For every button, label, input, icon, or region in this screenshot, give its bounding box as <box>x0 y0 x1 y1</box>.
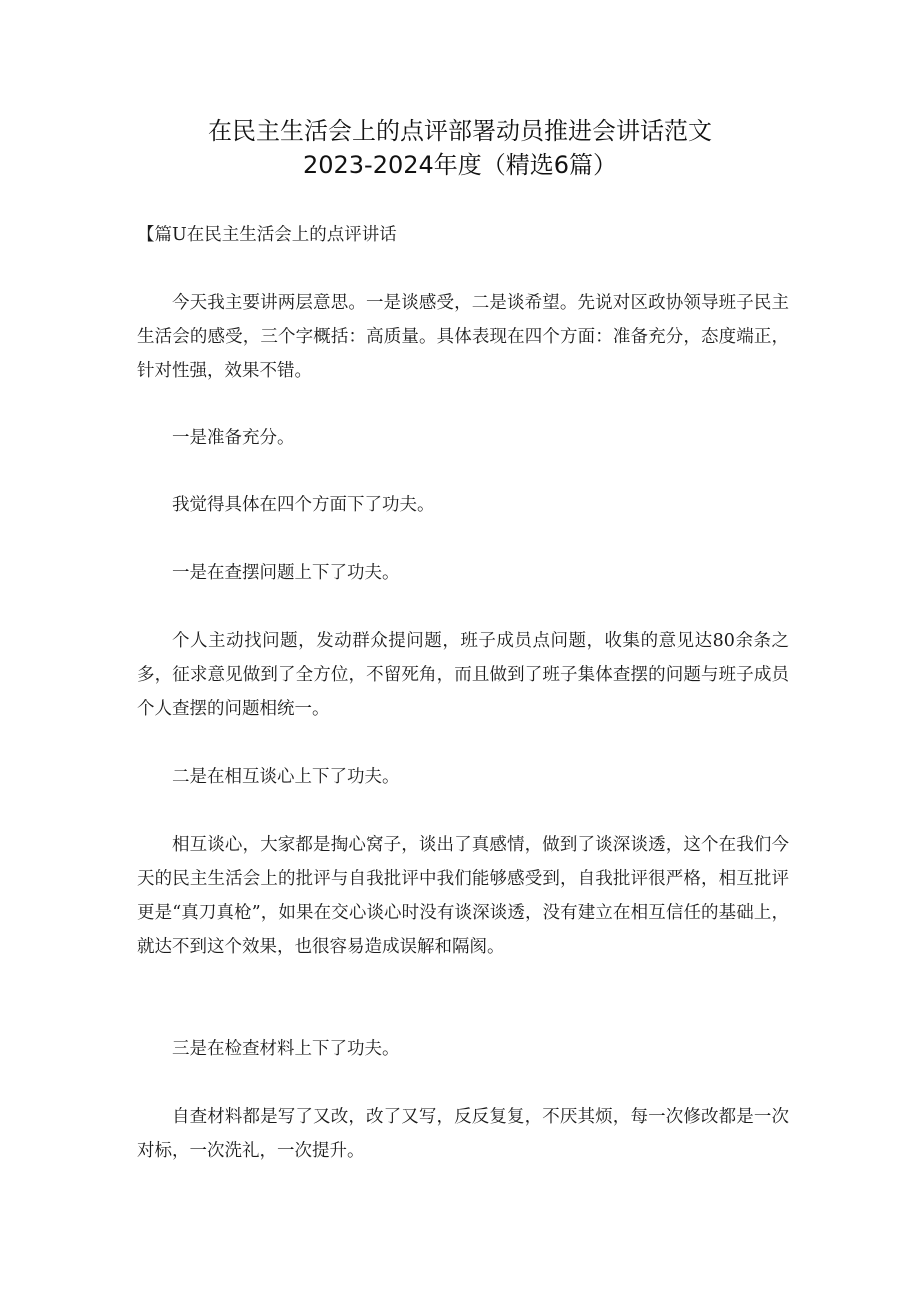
paragraph-4: 一是在查摆问题上下了功夫。 <box>172 563 400 583</box>
paragraph-3: 我觉得具体在四个方面下了功夫。 <box>172 495 435 515</box>
paragraph-1: 今天我主要讲两层意思。一是谈感受，二是谈希望。先说对区政协领导班子民主生活会的感受，三个字概括：高质量。具体表现在四个方面：准备充分，态度端正，针对性强，效果不错。 <box>137 293 789 381</box>
paragraph-7: 相互谈心，大家都是掏心窝子，谈出了真感情，做到了谈深谈透，这个在我们今天的民主生活会上的批评与自我批评中我们能够感受到，自我批评很严格，相互批评更是“真刀真枪”，如果在交心谈心时没有谈深谈透，没有建立在相互信任的基础上，就达不到这个效果，也很容易造成误解和隔阂。 <box>137 835 789 957</box>
section-heading: 【篇U在民主生活会上的点评讲话 <box>137 225 397 245</box>
paragraph-5: 个人主动找问题，发动群众提问题，班子成员点问题，收集的意见达80余条之多，征求意见做到了全方位，不留死角，而且做到了班子集体查摆的问题与班子成员个人查摆的问题相统一。 <box>137 631 789 719</box>
paragraph-6: 二是在相互谈心上下了功夫。 <box>172 767 400 787</box>
paragraph-8: 三是在检查材料上下了功夫。 <box>172 1039 400 1059</box>
document-title-line2: 2023-2024年度（精选6篇） <box>302 151 618 179</box>
document-title-line1: 在民主生活会上的点评部署动员推进会讲话范文 <box>208 117 712 145</box>
paragraph-9: 自查材料都是写了又改，改了又写，反反复复，不厌其烦，每一次修改都是一次对标，一次洗礼，一次提升。 <box>137 1107 789 1161</box>
paragraph-2: 一是准备充分。 <box>172 428 295 448</box>
